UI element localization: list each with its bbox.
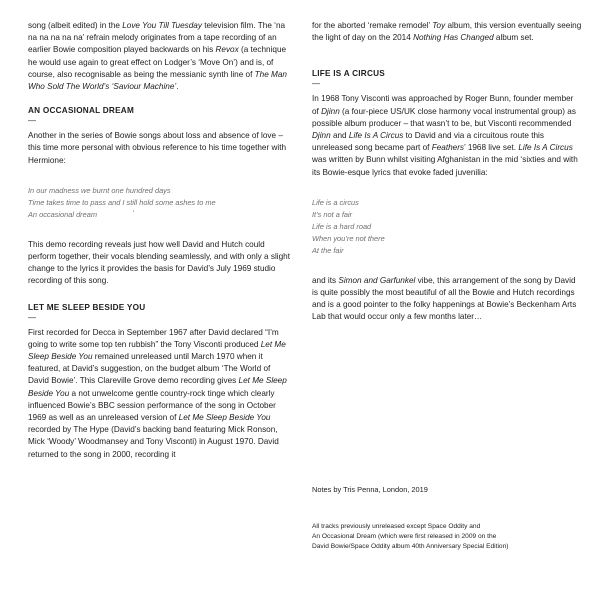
stray-mark: '	[133, 211, 135, 217]
let-me-sleep-paragraph: First recorded for Decca in September 1967 after David declared “I’m going to write some top ten rubbish” the Tony Visconti produced Let Me Sleep Beside You remained unreleased until March 1970 when it featured, at David’s suggestion, on the budget album ‘The World of David Bowie’. This Clareville Grove demo recording gives Let Me Sleep Beside You a not unwelcome gentle country-rock tinge which clearly influenced Bowie’s BBC session performance of the song in October 1969 as well as an unreleased version of Let Me Sleep Beside You recorded by The Hype (David’s backing band featuring Mick Ronson, Mick ‘Woody’ Woodmansey and Tony Visconti) in August 1970. David returned to the song in 2000, recording it	[28, 327, 287, 459]
release-credit	[312, 522, 592, 553]
credit-line: All tracks previously unreleased except Space Oddity and	[312, 523, 481, 530]
section-heading-occasional-dream: AN OCCASIONAL DREAM	[28, 106, 135, 116]
heading-dash: —	[312, 79, 320, 89]
lyric-line: Life is a hard road	[312, 221, 372, 231]
heading-dash: —	[28, 312, 36, 322]
intro-paragraph: song (albeit edited) in the Love You Till Tuesday television film. The ‘na na na na na na’ refrain melody originates from a tape recording of an earlier Bowie composition played backwards on his Revox (a technique he would use again to great effect on Lodger’s ‘Move On’) and is, of course, also recognisable as being the messianic synth line of The Man Who Sold The World’s ‘Saviour Machine’.	[28, 21, 287, 92]
toy-paragraph: for the aborted ‘remake remodel’ Toy album, this version eventually seeing the light of day on the 2014 Nothing Has Changed album set.	[312, 21, 582, 43]
lyric-line: In our madness we burnt one hundred days	[28, 185, 171, 195]
lyric-line: An occasional dream	[28, 209, 98, 219]
lyric-line: When you’re not there	[312, 233, 385, 243]
life-is-a-circus-lyrics	[312, 197, 582, 257]
section-heading-life-is-a-circus: LIFE IS A CIRCUS	[312, 69, 385, 79]
occasional-dream-lyrics	[28, 185, 290, 221]
heading-dash: —	[28, 116, 36, 126]
occasional-dream-paragraph-2: This demo recording reveals just how well David and Hutch could perform together, their vocals blending seamlessly, and with only a slight change to the lyrics it provides the basis for David’s July 1969 studio recording of this song.	[28, 239, 290, 286]
notes-credit: Notes by Tris Penna, London, 2019	[312, 485, 428, 494]
occasional-dream-paragraph-1: Another in the series of Bowie songs about loss and absence of love – this time more personal with obvious reference to his time together with Hermione:	[28, 131, 287, 165]
lyric-line: Time takes time to pass and I still hold some ashes to me	[28, 197, 216, 207]
left-column	[28, 20, 290, 461]
lyric-line: At the fair	[312, 245, 344, 255]
lyric-line: It’s not a fair	[312, 209, 353, 219]
credit-line: An Occasional Dream (which were first released in 2009 on the	[312, 533, 497, 541]
lyric-line: Life is a circus	[312, 197, 359, 207]
life-is-a-circus-paragraph-1: In 1968 Tony Visconti was approached by Roger Bunn, founder member of Djinn (a four-piece US/UK close harmony vocal instrumental group) as possible album producer – that wasn’t to be, but Visconti recommended Djinn and Life Is A Circus to David and via a circuitous route this unreleased song became part of Feathers’ 1968 live set. Life Is A Circus was written by Bunn whilst visiting Afghanistan in the mid ‘sixties and with its Bowie-esque lyrics that evoke faded juvenilia:	[312, 94, 578, 177]
right-column	[312, 20, 582, 324]
credit-line: David Bowie/Space Oddity album 40th Anniversary Special Edition)	[312, 543, 509, 551]
life-is-a-circus-paragraph-2: and its Simon and Garfunkel vibe, this arrangement of the song by David is quite possibly the most beautiful of all the Bowie and Hutch recordings and is a good pointer to the folky happenings at Bowie’s Beckenham Arts Lab that would occur only a few months later…	[312, 275, 577, 322]
section-heading-let-me-sleep: LET ME SLEEP BESIDE YOU	[28, 302, 146, 312]
